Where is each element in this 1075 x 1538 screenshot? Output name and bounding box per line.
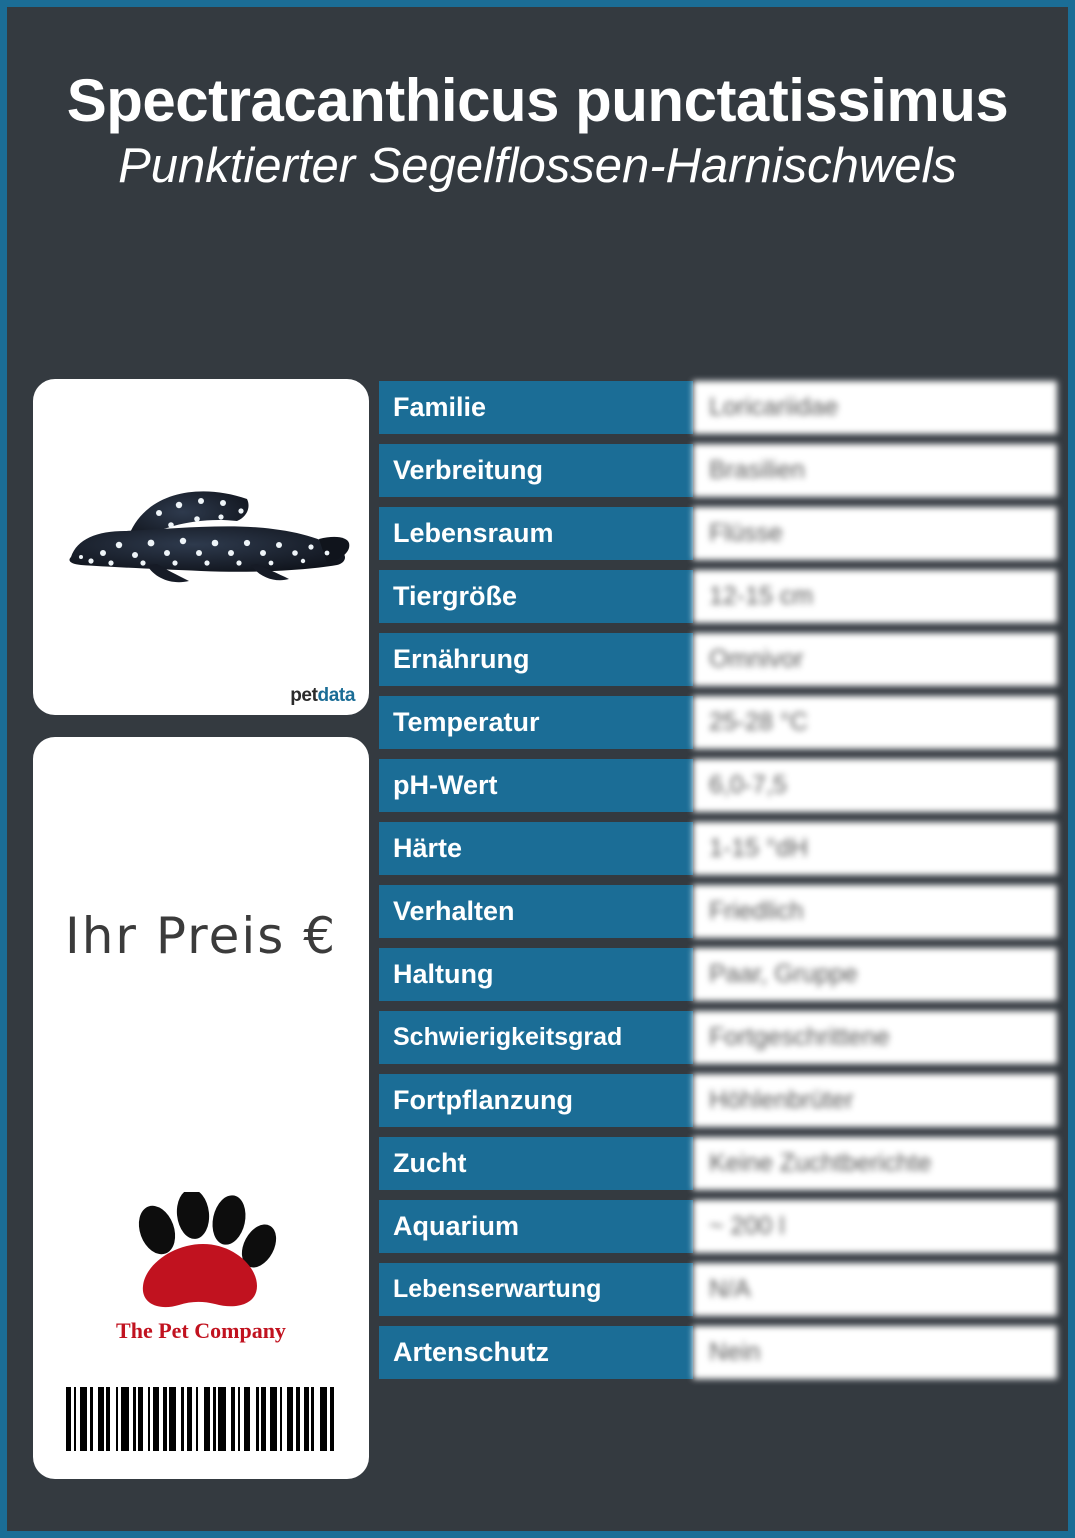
row-key: Härte xyxy=(379,822,693,875)
table-row xyxy=(379,1011,1057,1064)
row-value: Friedlich xyxy=(693,885,1057,938)
table-row xyxy=(379,381,1057,434)
table-row xyxy=(379,1263,1057,1316)
table-row xyxy=(379,1074,1057,1127)
row-key: Lebensraum xyxy=(379,507,693,560)
table-row xyxy=(379,948,1057,1001)
fish-image xyxy=(33,379,369,715)
row-key: pH-Wert xyxy=(379,759,693,812)
row-key: Aquarium xyxy=(379,1200,693,1253)
row-key: Fortpflanzung xyxy=(379,1074,693,1127)
table-row xyxy=(379,1200,1057,1253)
row-value: Flüsse xyxy=(693,507,1057,560)
row-value: Brasilien xyxy=(693,444,1057,497)
petdata-watermark xyxy=(290,685,355,707)
table-row xyxy=(379,696,1057,749)
row-value: Loricariidae xyxy=(693,381,1057,434)
price-label: Ihr Preis € xyxy=(64,907,338,965)
left-column xyxy=(33,379,369,1479)
row-value: Nein xyxy=(693,1326,1057,1379)
company-logo xyxy=(33,1192,369,1344)
row-value: 1-15 °dH xyxy=(693,822,1057,875)
row-key: Temperatur xyxy=(379,696,693,749)
table-row xyxy=(379,759,1057,812)
table-row xyxy=(379,1326,1057,1379)
petdata-pet-text: pet xyxy=(290,685,318,706)
table-row xyxy=(379,570,1057,623)
row-value: Fortgeschrittene xyxy=(693,1011,1057,1064)
row-value: Omnivor xyxy=(693,633,1057,686)
table-row xyxy=(379,507,1057,560)
row-key: Artenschutz xyxy=(379,1326,693,1379)
row-value: Paar, Gruppe xyxy=(693,948,1057,1001)
row-value: 12-15 cm xyxy=(693,570,1057,623)
row-key: Familie xyxy=(379,381,693,434)
barcode xyxy=(66,1387,336,1451)
company-name: The Pet Company xyxy=(116,1318,286,1343)
table-row xyxy=(379,885,1057,938)
row-key: Tiergröße xyxy=(379,570,693,623)
row-value: Keine Zuchtberichte xyxy=(693,1137,1057,1190)
table-row xyxy=(379,1137,1057,1190)
row-key: Schwierigkeitsgrad xyxy=(379,1011,693,1064)
page-subtitle: Punktierter Segelflossen-Harnischwels xyxy=(118,139,957,193)
paw-icon xyxy=(111,1192,291,1312)
table-row xyxy=(379,822,1057,875)
row-value: N/A xyxy=(693,1263,1057,1316)
header xyxy=(7,69,1068,194)
row-key: Lebenserwartung xyxy=(379,1263,693,1316)
row-value: ~ 200 l xyxy=(693,1200,1057,1253)
row-key: Verhalten xyxy=(379,885,693,938)
row-key: Haltung xyxy=(379,948,693,1001)
attributes-table xyxy=(379,381,1057,1389)
row-key: Ernährung xyxy=(379,633,693,686)
price-card xyxy=(33,737,369,1479)
row-value: 6,0-7,5 xyxy=(693,759,1057,812)
photo-card xyxy=(33,379,369,715)
row-value: 25-28 °C xyxy=(693,696,1057,749)
row-key: Verbreitung xyxy=(379,444,693,497)
page-title: Spectracanthicus punctatissimus xyxy=(66,67,1009,134)
table-row xyxy=(379,444,1057,497)
row-value: Höhlenbrüter xyxy=(693,1074,1057,1127)
table-row xyxy=(379,633,1057,686)
row-key: Zucht xyxy=(379,1137,693,1190)
fish-illustration xyxy=(51,473,351,598)
petdata-data-text: data xyxy=(317,685,355,706)
